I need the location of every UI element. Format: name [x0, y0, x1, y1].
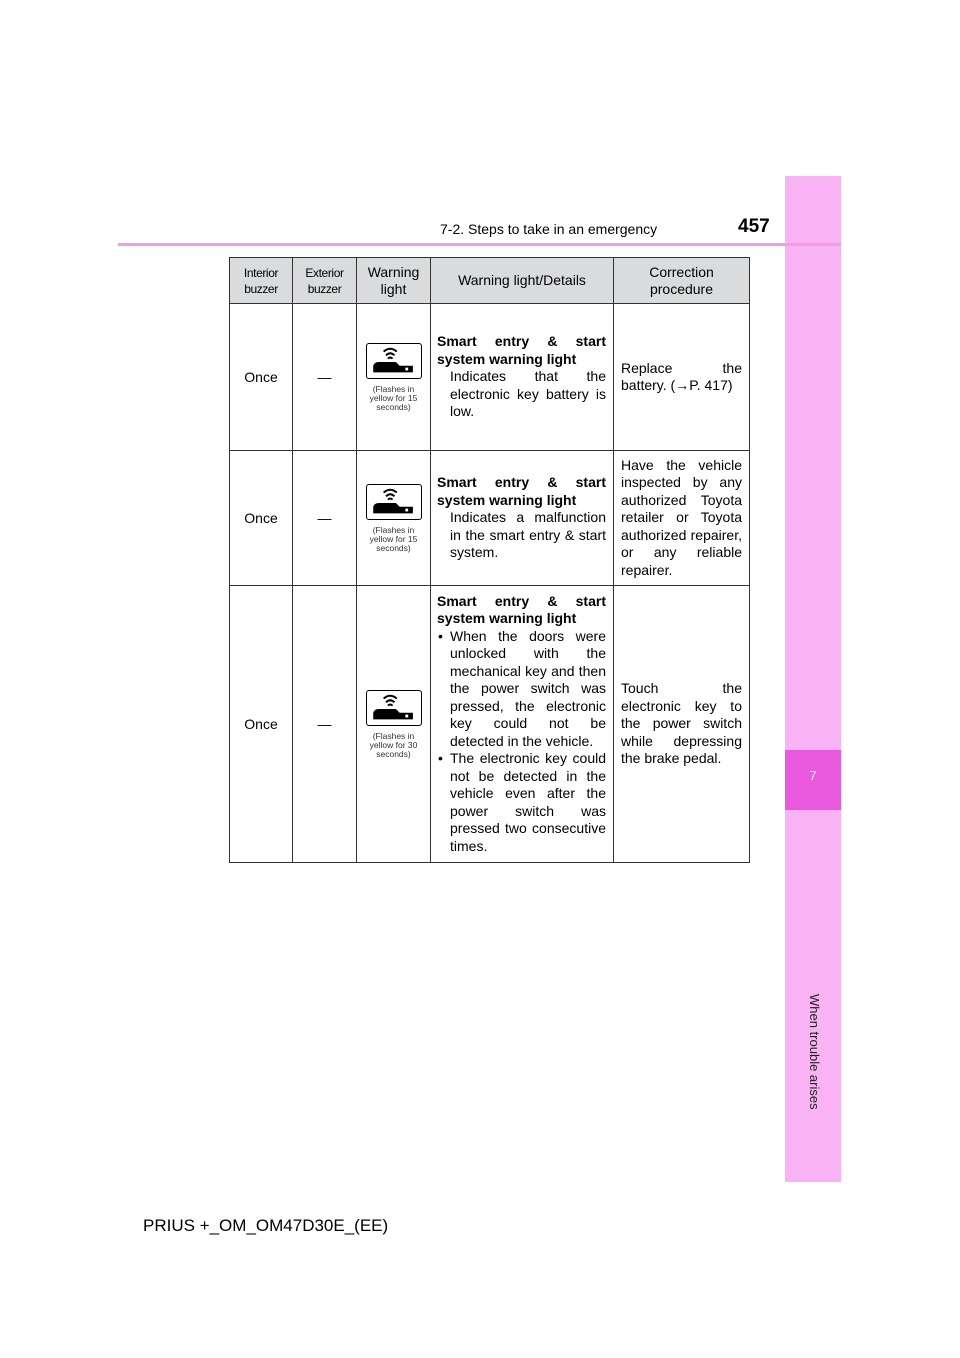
header-exterior-buzzer: Exterior buzzer [293, 258, 357, 304]
smart-key-warning-icon [366, 690, 422, 726]
table-row [230, 586, 750, 863]
interior-buzzer-cell: Once [230, 586, 293, 863]
chapter-side-tab [785, 176, 841, 1182]
header-details: Warning light/Details [431, 258, 614, 304]
exterior-buzzer-cell: — [293, 586, 357, 863]
detail-title: Smart entry & start system warning light [437, 333, 606, 367]
chapter-number: 7 [809, 768, 817, 783]
interior-buzzer-cell: Once [230, 451, 293, 586]
details-cell [431, 451, 614, 586]
chapter-title: When trouble arises [807, 994, 822, 1110]
icon-note: (Flashes in yellow for 30 seconds) [369, 730, 418, 759]
exterior-buzzer-cell: — [293, 304, 357, 451]
table-row [230, 451, 750, 586]
icon-note: (Flashes in yellow for 15 seconds) [369, 524, 418, 553]
warning-light-cell [357, 451, 431, 586]
detail-text: Indicates a malfunction in the smart entry & start system. [450, 509, 606, 561]
warning-light-cell [357, 304, 431, 451]
detail-bullets [437, 628, 606, 856]
page-number: 457 [738, 216, 770, 237]
detail-text: Indicates that the electronic key battery is low. [450, 368, 606, 420]
details-cell [431, 586, 614, 863]
details-cell [431, 304, 614, 451]
correction-cell: Have the vehicle inspected by any authorized Toyota retailer or Toyota authorized repairer, or any reliable repairer. [614, 451, 750, 586]
correction-cell: Replace the battery. (→P. 417) [614, 304, 750, 451]
warning-light-cell [357, 586, 431, 863]
detail-title: Smart entry & start system warning light [437, 592, 606, 627]
detail-bullet: • The electronic key could not be detected in the vehicle even after the power switch was pressed two consecutive times. [437, 750, 606, 855]
header-divider [118, 243, 841, 246]
document-id: PRIUS +_OM_OM47D30E_(EE) [143, 1216, 389, 1235]
table-row [230, 304, 750, 451]
icon-note: (Flashes in yellow for 15 seconds) [369, 383, 418, 412]
detail-bullet: • When the doors were unlocked with the mechanical key and then the power switch was pressed, the electronic key could not be detected in the vehicle. [437, 628, 606, 751]
detail-title: Smart entry & start system warning light [437, 474, 606, 508]
section-heading: 7-2. Steps to take in an emergency [440, 221, 658, 237]
header-interior-buzzer: Interior buzzer [230, 258, 293, 304]
exterior-buzzer-cell: — [293, 451, 357, 586]
warning-light-table [229, 257, 750, 863]
smart-key-warning-icon [366, 343, 422, 379]
correction-cell: Touch the electronic key to the power switch while depressing the brake pedal. [614, 586, 750, 863]
header-correction: Correction procedure [614, 258, 750, 304]
header-warning-light: Warning light [357, 258, 431, 304]
table-header-row [230, 258, 750, 304]
smart-key-warning-icon [366, 484, 422, 520]
interior-buzzer-cell: Once [230, 304, 293, 451]
